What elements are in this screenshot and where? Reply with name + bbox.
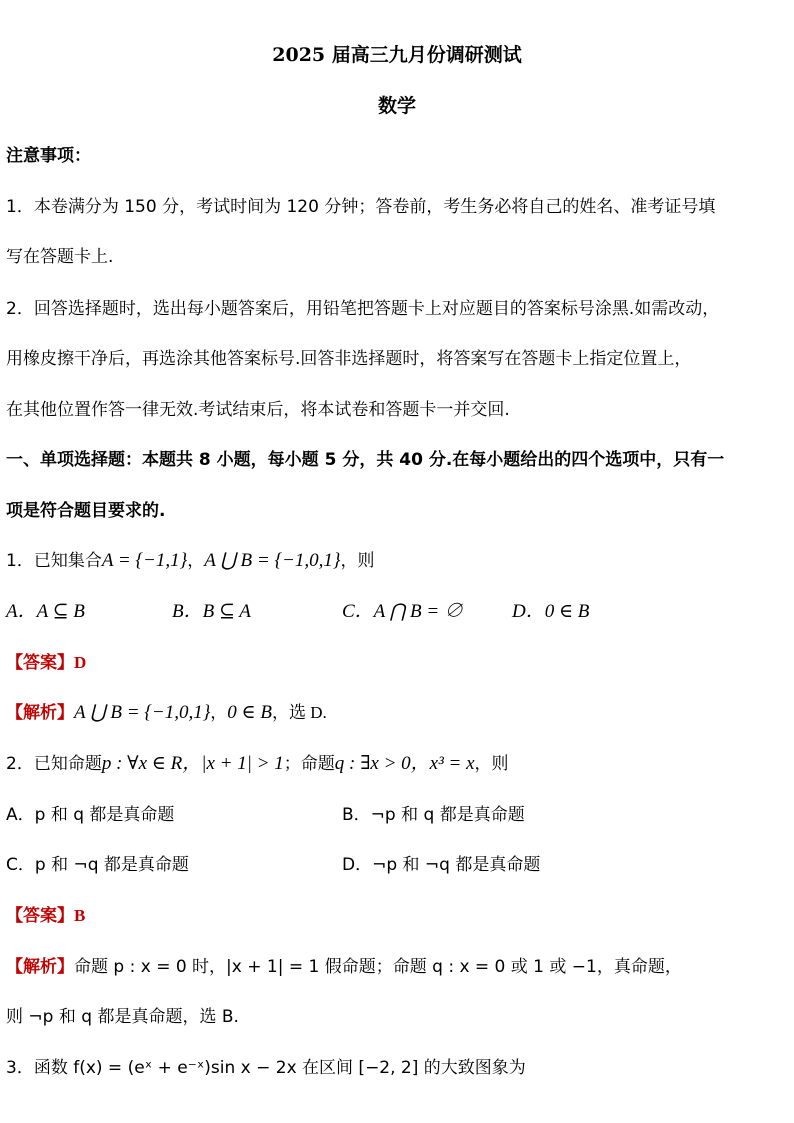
- q2-option-d: D．¬p 和 ¬q 都是真命题: [342, 855, 541, 875]
- subject-title: 数学: [377, 95, 416, 117]
- q1-answer: [6, 650, 86, 676]
- q1-analysis-math2: 0 ∈ B: [227, 702, 272, 723]
- q2-q-def: q : ∃x > 0，x³ = x: [334, 753, 475, 774]
- question-1: [6, 548, 374, 574]
- section-heading-cont: 项是符合题目要求的.: [6, 501, 166, 521]
- q1-analysis-math: A ⋃ B = {−1,0,1}: [74, 702, 211, 723]
- q2-option-a: A．p 和 q 都是真命题: [6, 805, 175, 825]
- section-heading: 一、单项选择题：本题共 8 小题，每小题 5 分，共 40 分.在每小题给出的四个选项中，只有一: [6, 450, 725, 470]
- q1-analysis: [6, 700, 327, 726]
- q1-option-a: A．A ⊆ B: [6, 601, 85, 622]
- q2-analysis-label: 【解析】: [6, 957, 74, 977]
- q2-answer-value: B: [74, 906, 86, 925]
- q1-sep: ，: [187, 551, 205, 571]
- notice-item-1: 1．本卷满分为 150 分，考试时间为 120 分钟；答卷前，考生务必将自己的姓名、准考证号填: [6, 197, 716, 217]
- q1-analysis-sep: ，: [210, 703, 228, 723]
- q2-suffix: ，则: [474, 754, 509, 774]
- notice-item-1-cont: 写在答题卡上.: [6, 247, 114, 267]
- q2-prefix: 2．已知命题: [6, 754, 102, 774]
- q2-p-def: p : ∀x ∈ R，|x + 1| > 1: [101, 753, 284, 774]
- notice-item-2-cont2: 在其他位置作答一律无效.考试结束后，将本试卷和答题卡一并交回.: [6, 400, 510, 420]
- q1-union: A ⋃ B = {−1,0,1}: [204, 550, 341, 571]
- notice-item-2: 2．回答选择题时，选出每小题答案后，用铅笔把答题卡上对应题目的答案标号涂黑.如需改动，: [6, 299, 720, 319]
- q1-suffix: ，则: [340, 551, 375, 571]
- question-3: 3．函数 f(x) = (eˣ + e⁻ˣ)sin x − 2x 在区间 [−2, 2] 的大致图象为: [6, 1058, 526, 1078]
- q1-option-d: D．0 ∈ B: [512, 601, 590, 622]
- q2-mid: ；命题: [283, 754, 335, 774]
- q1-analysis-label: 【解析】: [6, 703, 74, 723]
- question-2: [6, 751, 509, 777]
- q2-analysis-cont: 则 ¬p 和 q 都是真命题，选 B.: [6, 1007, 239, 1027]
- q2-option-c: C．p 和 ¬q 都是真命题: [6, 855, 189, 875]
- notice-item-2-cont: 用橡皮擦干净后，再选涂其他答案标号.回答非选择题时，将答案写在答题卡上指定位置上，: [6, 349, 692, 369]
- q2-option-b: B．¬p 和 q 都是真命题: [342, 805, 525, 825]
- q1-answer-label: 【答案】: [6, 653, 74, 673]
- q1-set-a: A = {−1,1}: [101, 550, 188, 571]
- q1-answer-value: D: [74, 653, 87, 672]
- q2-answer-label: 【答案】: [6, 906, 74, 926]
- exam-title: 2025 届高三九月份调研测试: [272, 44, 522, 66]
- q1-analysis-end: ，选 D.: [271, 703, 327, 722]
- q2-analysis: [6, 954, 682, 980]
- q2-answer: [6, 903, 85, 929]
- notice-heading: 注意事项：: [6, 146, 91, 166]
- q1-option-c: C．A ⋂ B = ∅: [342, 601, 463, 622]
- q1-prefix: 1．已知集合: [6, 551, 102, 571]
- q2-analysis-text: 命题 p : x = 0 时，|x + 1| = 1 假命题；命题 q : x = 0 或 1 或 −1，真命题，: [74, 957, 682, 977]
- q1-option-b: B．B ⊆ A: [172, 601, 251, 622]
